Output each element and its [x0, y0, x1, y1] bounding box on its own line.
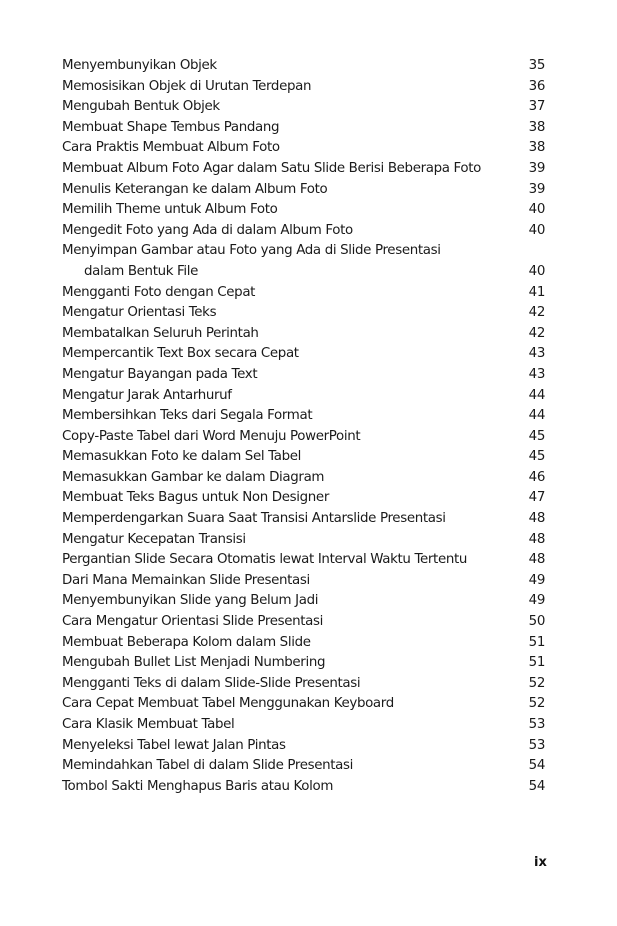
toc-entry [62, 365, 545, 386]
toc-entry [62, 221, 545, 242]
toc-entry [62, 777, 545, 798]
toc-entry-title: Mengganti Foto dengan Cepat [62, 284, 256, 300]
toc-entry-title: Pergantian Slide Secara Otomatis lewat Interval Waktu Tertentu [62, 552, 468, 568]
toc-entry [62, 303, 545, 324]
toc-entry-page: 54 [528, 758, 545, 774]
toc-entry [62, 468, 545, 489]
toc-entry-title: Memilih Theme untuk Album Foto [62, 202, 278, 218]
toc-entry-title: Menyimpan Gambar atau Foto yang Ada di Slide Presentasi [62, 243, 441, 259]
toc-entry [62, 571, 545, 592]
toc-entry-page: 49 [528, 572, 545, 588]
toc-entry-page: 41 [528, 284, 545, 300]
toc-entry-title: Copy-Paste Tabel dari Word Menuju PowerPoint [62, 428, 361, 444]
toc-entry-page: 47 [528, 490, 545, 506]
toc-entry-page: 52 [528, 675, 545, 691]
toc-entry-title: Memosisikan Objek di Urutan Terdepan [62, 78, 312, 94]
toc-entry [62, 756, 545, 777]
toc-entry [62, 386, 545, 407]
toc-entry-title: Cara Mengatur Orientasi Slide Presentasi [62, 614, 323, 630]
toc-entry-title: Membuat Teks Bagus untuk Non Designer [62, 490, 329, 506]
toc-entry-page: 54 [528, 778, 545, 794]
toc-entry-page: 40 [528, 263, 545, 279]
toc-entry [62, 736, 545, 757]
toc-entry-title: Dari Mana Memainkan Slide Presentasi [62, 572, 310, 588]
toc-entry [62, 612, 545, 633]
toc-entry-continuation [62, 262, 545, 283]
toc-entry-page: 45 [528, 428, 545, 444]
toc-entry-page: 38 [528, 140, 545, 156]
toc-entry-page: 42 [528, 305, 545, 321]
toc-entry [62, 488, 545, 509]
toc-entry-page: 43 [528, 366, 545, 382]
toc-entry [62, 283, 545, 304]
toc-entry-page: 45 [528, 449, 545, 465]
toc-entry-title: Menyeleksi Tabel lewat Jalan Pintas [62, 737, 286, 753]
toc-entry [62, 633, 545, 654]
toc-entry-page: 39 [528, 181, 545, 197]
toc-entry [62, 241, 545, 262]
toc-entry-page: 39 [528, 160, 545, 176]
toc-entry-title: Cara Cepat Membuat Tabel Menggunakan Keyboard [62, 696, 394, 712]
toc-entry [62, 97, 545, 118]
toc-entry-title: Membuat Beberapa Kolom dalam Slide [62, 634, 311, 650]
page-number: ix [534, 855, 547, 870]
toc-entry-title-continuation: dalam Bentuk File [84, 263, 199, 279]
toc-entry-title: Mengatur Bayangan pada Text [62, 366, 258, 382]
toc-entry-title: Cara Praktis Membuat Album Foto [62, 140, 280, 156]
toc-entry-page: 48 [528, 511, 545, 527]
toc-entry [62, 324, 545, 345]
toc-entry-page: 48 [528, 552, 545, 568]
toc-entry-title: Memperdengarkan Suara Saat Transisi Antarslide Presentasi [62, 511, 446, 527]
toc-entry-page: 46 [528, 469, 545, 485]
toc-entry [62, 427, 545, 448]
toc-entry-page: 36 [528, 78, 545, 94]
toc-entry-title: Membuat Album Foto Agar dalam Satu Slide Berisi Beberapa Foto [62, 160, 481, 176]
toc-entry [62, 653, 545, 674]
toc-entry [62, 509, 545, 530]
toc-entry [62, 138, 545, 159]
toc-entry-page: 50 [528, 614, 545, 630]
toc-entry [62, 77, 545, 98]
toc-entry-title: Mengatur Orientasi Teks [62, 305, 217, 321]
toc-entry-page: 53 [528, 717, 545, 732]
toc-entry [62, 694, 545, 715]
toc-entry [62, 344, 545, 365]
toc-entry-title: Cara Klasik Membuat Tabel [62, 717, 235, 732]
toc-entry-title: Mengganti Teks di dalam Slide-Slide Presentasi [62, 675, 361, 691]
toc-entry [62, 200, 545, 221]
toc-entry-page: 51 [528, 634, 545, 650]
toc-entry-page: 48 [528, 531, 545, 547]
toc-entry [62, 715, 545, 736]
toc-entry-title: Memindahkan Tabel di dalam Slide Presentasi [62, 758, 354, 774]
toc-entry-page: 43 [528, 346, 545, 362]
toc-entry-title: Menyembunyikan Slide yang Belum Jadi [62, 593, 319, 609]
table-of-contents [62, 56, 545, 797]
toc-entry [62, 159, 545, 180]
toc-entry-page: 51 [528, 655, 545, 671]
toc-entry-title: Menyembunyikan Objek [62, 58, 217, 73]
toc-entry-page: 49 [528, 593, 545, 609]
toc-entry-title: Mengubah Bullet List Menjadi Numbering [62, 655, 326, 671]
toc-entry [62, 406, 545, 427]
toc-entry-page: 42 [528, 325, 545, 341]
toc-entry-title: Membersihkan Teks dari Segala Format [62, 408, 313, 424]
toc-entry-title: Memasukkan Foto ke dalam Sel Tabel [62, 449, 301, 465]
toc-entry-title: Mengatur Jarak Antarhuruf [62, 387, 232, 403]
toc-entry-page: 37 [528, 99, 545, 115]
toc-entry-page: 52 [528, 696, 545, 712]
toc-entry [62, 118, 545, 139]
toc-entry [62, 550, 545, 571]
toc-entry [62, 674, 545, 695]
toc-entry-page: 44 [528, 408, 545, 424]
toc-entry-title: Membuat Shape Tembus Pandang [62, 119, 280, 135]
toc-entry-title: Mempercantik Text Box secara Cepat [62, 346, 299, 362]
toc-entry-page: 44 [528, 387, 545, 403]
toc-entry-page: 35 [528, 58, 545, 73]
toc-entry-title: Menulis Keterangan ke dalam Album Foto [62, 181, 328, 197]
toc-entry [62, 180, 545, 201]
toc-entry-page: 53 [528, 737, 545, 753]
toc-entry-title: Tombol Sakti Menghapus Baris atau Kolom [62, 778, 334, 794]
toc-entry-title: Mengubah Bentuk Objek [62, 99, 220, 115]
toc-entry [62, 530, 545, 551]
toc-entry [62, 447, 545, 468]
toc-entry-page: 40 [528, 202, 545, 218]
toc-entry-title: Mengedit Foto yang Ada di dalam Album Foto [62, 222, 353, 238]
toc-entry-title: Membatalkan Seluruh Perintah [62, 325, 259, 341]
toc-entry [62, 56, 545, 77]
toc-entry-page: 40 [528, 222, 545, 238]
toc-entry [62, 591, 545, 612]
toc-entry-title: Memasukkan Gambar ke dalam Diagram [62, 469, 325, 485]
toc-entry-title: Mengatur Kecepatan Transisi [62, 531, 246, 547]
toc-entry-page: 38 [528, 119, 545, 135]
